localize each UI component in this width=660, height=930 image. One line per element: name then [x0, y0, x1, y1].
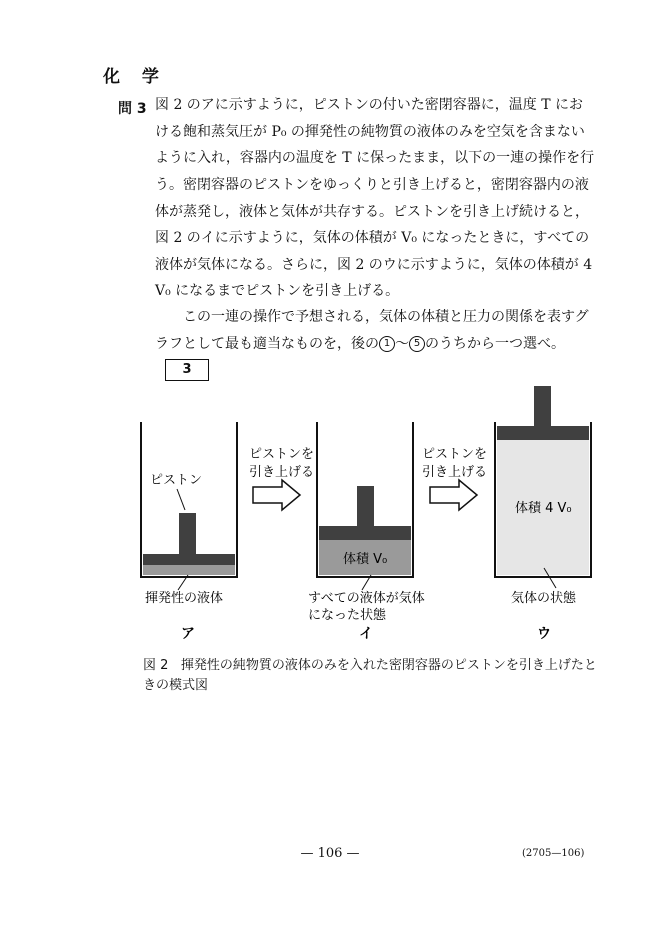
figure-caption [143, 656, 598, 696]
note-a: 揮発性の液体 [145, 591, 224, 606]
volume-i: 体積 V₀ [343, 552, 388, 567]
label-i: イ [359, 626, 373, 642]
piston-rod-i [357, 486, 374, 526]
arrow-2 [422, 447, 487, 510]
page-code: (2705—106) [522, 848, 585, 859]
arrow-1 [249, 447, 314, 510]
note-u: 気体の状態 [511, 591, 577, 606]
piston-rod-u [534, 386, 551, 426]
right-arrow-icon-1 [253, 480, 300, 510]
arrow1-text-line1: ピストンを [249, 447, 315, 462]
piston-rod-a [179, 513, 196, 554]
volume-u: 体積 4 V₀ [515, 501, 572, 516]
choice-last: 5 [409, 336, 425, 352]
question-paragraph-3-tail: のうちから一つ選べ。 [425, 335, 565, 352]
figure-2 [0, 370, 660, 655]
choice-first: 1 [379, 336, 395, 352]
piston-plate-a [143, 554, 235, 565]
arrow2-text-line2: 引き上げる [422, 465, 488, 480]
right-arrow-icon-2 [430, 480, 477, 510]
question-paragraph-2-text: 密閉容器のピストンをゆっくりと引き上げると，密閉容器内の液体が蒸発し，液体と気体が共存する。ピストンを引き上げ続けると，図 2 のイに示すように，気体の体積が V₀ になったときに，すべての液体が気体になる。さらに，図 2 のウに示すように，気体の体積が 4 V₀ になるまでピストンを引き上げる。 [155, 177, 593, 299]
piston-label: ピストン [150, 473, 203, 488]
note-i-line1: すべての液体が気体 [308, 591, 425, 606]
piston-plate-u [497, 426, 589, 440]
range-separator: 〜 [395, 335, 409, 352]
question-paragraph-1-text: 図 2 のアに示すように，ピストンの付いた密閉容器に，温度 T における飽和蒸気圧が P₀ の揮発性の純物質の液体のみを空気を含まないように入れ，容器内の温度を T に保ったまま，以下の一連の操作を行う。 [155, 97, 595, 193]
container-a [141, 422, 237, 642]
caption-label: 図 2 [143, 658, 169, 673]
arrow1-text-line2: 引き上げる [249, 465, 315, 480]
piston-plate-i [319, 526, 411, 540]
question-label: 問 3 [118, 101, 147, 117]
label-u: ウ [537, 626, 551, 642]
note-i-line2: になった状態 [308, 608, 387, 623]
liquid-a [143, 565, 235, 575]
subject-title: 化 学 [103, 67, 167, 87]
container-i [308, 422, 425, 642]
container-u [495, 386, 591, 642]
caption-text: 揮発性の純物質の液体のみを入れた密閉容器のピストンを引き上げたときの模式図 [143, 658, 597, 693]
piston-leader-line [177, 489, 185, 510]
arrow2-text-line1: ピストンを [422, 447, 488, 462]
page-number: — 106 — [300, 846, 360, 861]
label-a: ア [181, 626, 195, 642]
question-paragraph-3-text: この一連の操作で予想される，気体の体積と圧力の関係を表すグラフとして最も適当なものを，後の [155, 309, 589, 352]
answer-box: 3 [165, 359, 209, 381]
question-paragraph-2 [118, 172, 596, 305]
